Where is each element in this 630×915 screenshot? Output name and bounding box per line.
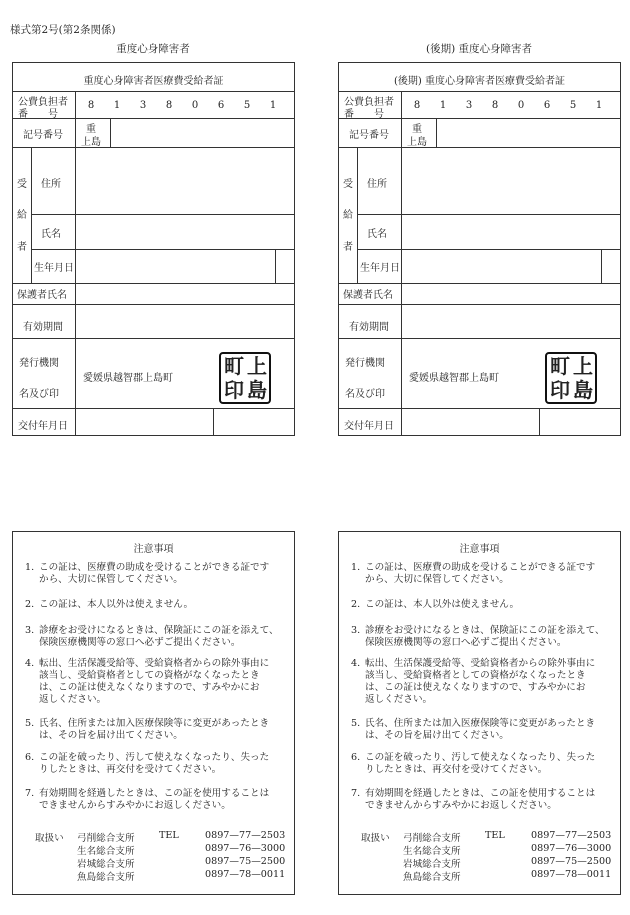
left-office-tel: 0897—77—2503 xyxy=(205,830,286,841)
right-note-item: 6. この証を破ったり、汚して使えなくなったり、失った りしたときは、再交付を受けてください。 xyxy=(351,752,596,775)
left-symbol-value-2: 上島 xyxy=(81,137,101,148)
left-note-item: 2. この証は、本人以外は使えません。 xyxy=(25,599,194,610)
right-payer-digit: 6 xyxy=(543,100,551,111)
left-payer-digit: 6 xyxy=(217,100,225,111)
right-symbol-value-1: 重 xyxy=(412,124,422,135)
right-note-item: 4. 転出、生活保護受給等、受給資格者からの除外事由に 該当し、受給資格者としての資格がなくなったとき は、この証は使えなくなりますので、すみやかにお 返しください。 xyxy=(351,658,596,705)
right-office-tel: 0897—75—2500 xyxy=(531,856,612,867)
right-issuer-label-1: 発行機関 xyxy=(345,358,385,369)
left-symbol-value-1: 重 xyxy=(86,124,96,135)
right-validity-label: 有効期間 xyxy=(349,322,389,333)
left-note-item: 6. この証を破ったり、汚して使えなくなったり、失った りしたときは、再交付を受けてください。 xyxy=(25,752,270,775)
right-office-name: 生名総合支所 xyxy=(403,846,461,857)
right-note-item: 3. 診療をお受けになるときは、保険証にこの証を添えて、 保険医療機関等の窓口へ必ずご提出ください。 xyxy=(351,625,605,648)
left-note-item: 5. 氏名、住所または加入医療保険等に変更があったとき は、その旨を届け出てください。 xyxy=(25,718,270,741)
left-office-name: 弓削総合支所 xyxy=(77,833,135,844)
right-office-name: 岩城総合支所 xyxy=(403,859,461,870)
right-symbol-value-2: 上島 xyxy=(407,137,427,148)
left-payer-digit: 0 xyxy=(191,100,199,111)
right-issuer-value: 愛媛県越智郡上島町 xyxy=(409,373,499,384)
right-payer-digit: 5 xyxy=(569,100,577,111)
left-office-name: 魚島総合支所 xyxy=(77,872,135,883)
left-payer-digit: 1 xyxy=(269,100,277,111)
left-issuer-label-2: 名及び印 xyxy=(19,389,59,400)
right-office-tel: 0897—77—2503 xyxy=(531,830,612,841)
right-card-title: (後期) 重度心身障害者医療費受給者証 xyxy=(394,76,565,87)
left-heading: 重度心身障害者 xyxy=(116,43,190,55)
left-office-name: 岩城総合支所 xyxy=(77,859,135,870)
right-address-label: 住所 xyxy=(367,179,387,190)
right-name-label: 氏名 xyxy=(367,229,387,240)
left-note-item: 3. 診療をお受けになるときは、保険証にこの証を添えて、 保険医療機関等の窓口へ必ずご提出ください。 xyxy=(25,625,279,648)
right-note-item: 5. 氏名、住所または加入医療保険等に変更があったとき は、その旨を届け出てください。 xyxy=(351,718,596,741)
right-certificate-card xyxy=(338,62,621,436)
right-issue-date-label: 交付年月日 xyxy=(344,421,394,432)
left-payer-digit: 3 xyxy=(139,100,147,111)
left-office-tel: 0897—78—0011 xyxy=(205,869,286,880)
right-guardian-label: 保護者氏名 xyxy=(343,290,393,301)
left-office-tel: 0897—76—3000 xyxy=(205,843,286,854)
right-tel-label: TEL xyxy=(485,830,505,841)
left-handler-label: 取扱い xyxy=(35,833,64,844)
left-validity-label: 有効期間 xyxy=(23,322,63,333)
right-notes-panel xyxy=(338,531,621,895)
right-payer-label-1: 公費負担者 xyxy=(344,97,394,108)
left-recipient-char: 受 xyxy=(17,179,27,190)
right-note-item: 7. 有効期間を経過したときは、この証を使用することは できませんからすみやかにお返しください。 xyxy=(351,788,596,811)
town-seal-stamp: 上 島 町 印 xyxy=(545,352,597,404)
left-tel-label: TEL xyxy=(159,830,179,841)
left-dob-label: 生年月日 xyxy=(34,263,74,274)
left-notes-panel xyxy=(12,531,295,895)
right-office-name: 魚島総合支所 xyxy=(403,872,461,883)
left-payer-digit: 1 xyxy=(113,100,121,111)
left-address-label: 住所 xyxy=(41,179,61,190)
left-payer-digit: 8 xyxy=(165,100,173,111)
right-recipient-char: 受 xyxy=(343,179,353,190)
left-payer-digit: 8 xyxy=(87,100,95,111)
form-label: 様式第2号(第2条関係) xyxy=(10,24,116,36)
left-recipient-char: 給 xyxy=(17,210,27,221)
left-office-name: 生名総合支所 xyxy=(77,846,135,857)
left-office-tel: 0897—75—2500 xyxy=(205,856,286,867)
left-payer-label-1: 公費負担者 xyxy=(18,97,68,108)
left-note-item: 4. 転出、生活保護受給等、受給資格者からの除外事由に 該当し、受給資格者としての資格がなくなったとき は、この証は使えなくなりますので、すみやかにお 返しください。 xyxy=(25,658,270,705)
right-issuer-label-2: 名及び印 xyxy=(345,389,385,400)
left-payer-digit: 5 xyxy=(243,100,251,111)
right-office-tel: 0897—76—3000 xyxy=(531,843,612,854)
right-heading: (後期) 重度心身障害者 xyxy=(425,43,533,55)
left-guardian-label: 保護者氏名 xyxy=(17,290,67,301)
right-handler-label: 取扱い xyxy=(361,833,390,844)
right-office-tel: 0897—78—0011 xyxy=(531,869,612,880)
left-symbol-label: 記号番号 xyxy=(23,130,63,141)
left-notes-title: 注意事項 xyxy=(133,544,174,555)
right-payer-label-2: 番 号 xyxy=(344,109,384,120)
right-recipient-char: 者 xyxy=(343,242,353,253)
right-office-name: 弓削総合支所 xyxy=(403,833,461,844)
right-payer-digit: 8 xyxy=(413,100,421,111)
right-symbol-label: 記号番号 xyxy=(349,130,389,141)
left-card-title: 重度心身障害者医療費受給者証 xyxy=(83,76,224,87)
town-seal-stamp: 上 島 町 印 xyxy=(219,352,271,404)
left-name-label: 氏名 xyxy=(41,229,61,240)
right-payer-digit: 3 xyxy=(465,100,473,111)
right-dob-label: 生年月日 xyxy=(360,263,400,274)
left-issuer-value: 愛媛県越智郡上島町 xyxy=(83,373,173,384)
right-note-item: 1. この証は、医療費の助成を受けることができる証です から、大切に保管してください。 xyxy=(351,562,596,585)
right-payer-digit: 8 xyxy=(491,100,499,111)
left-issuer-label-1: 発行機関 xyxy=(19,358,59,369)
left-payer-label-2: 番 号 xyxy=(18,109,58,120)
left-note-item: 1. この証は、医療費の助成を受けることができる証です から、大切に保管してください。 xyxy=(25,562,270,585)
left-recipient-char: 者 xyxy=(17,242,27,253)
right-payer-digit: 0 xyxy=(517,100,525,111)
right-note-item: 2. この証は、本人以外は使えません。 xyxy=(351,599,520,610)
left-note-item: 7. 有効期間を経過したときは、この証を使用することは できませんからすみやかにお返しください。 xyxy=(25,788,270,811)
right-payer-digit: 1 xyxy=(595,100,603,111)
left-certificate-card xyxy=(12,62,295,436)
right-notes-title: 注意事項 xyxy=(459,544,500,555)
left-issue-date-label: 交付年月日 xyxy=(18,421,68,432)
right-recipient-char: 給 xyxy=(343,210,353,221)
right-payer-digit: 1 xyxy=(439,100,447,111)
